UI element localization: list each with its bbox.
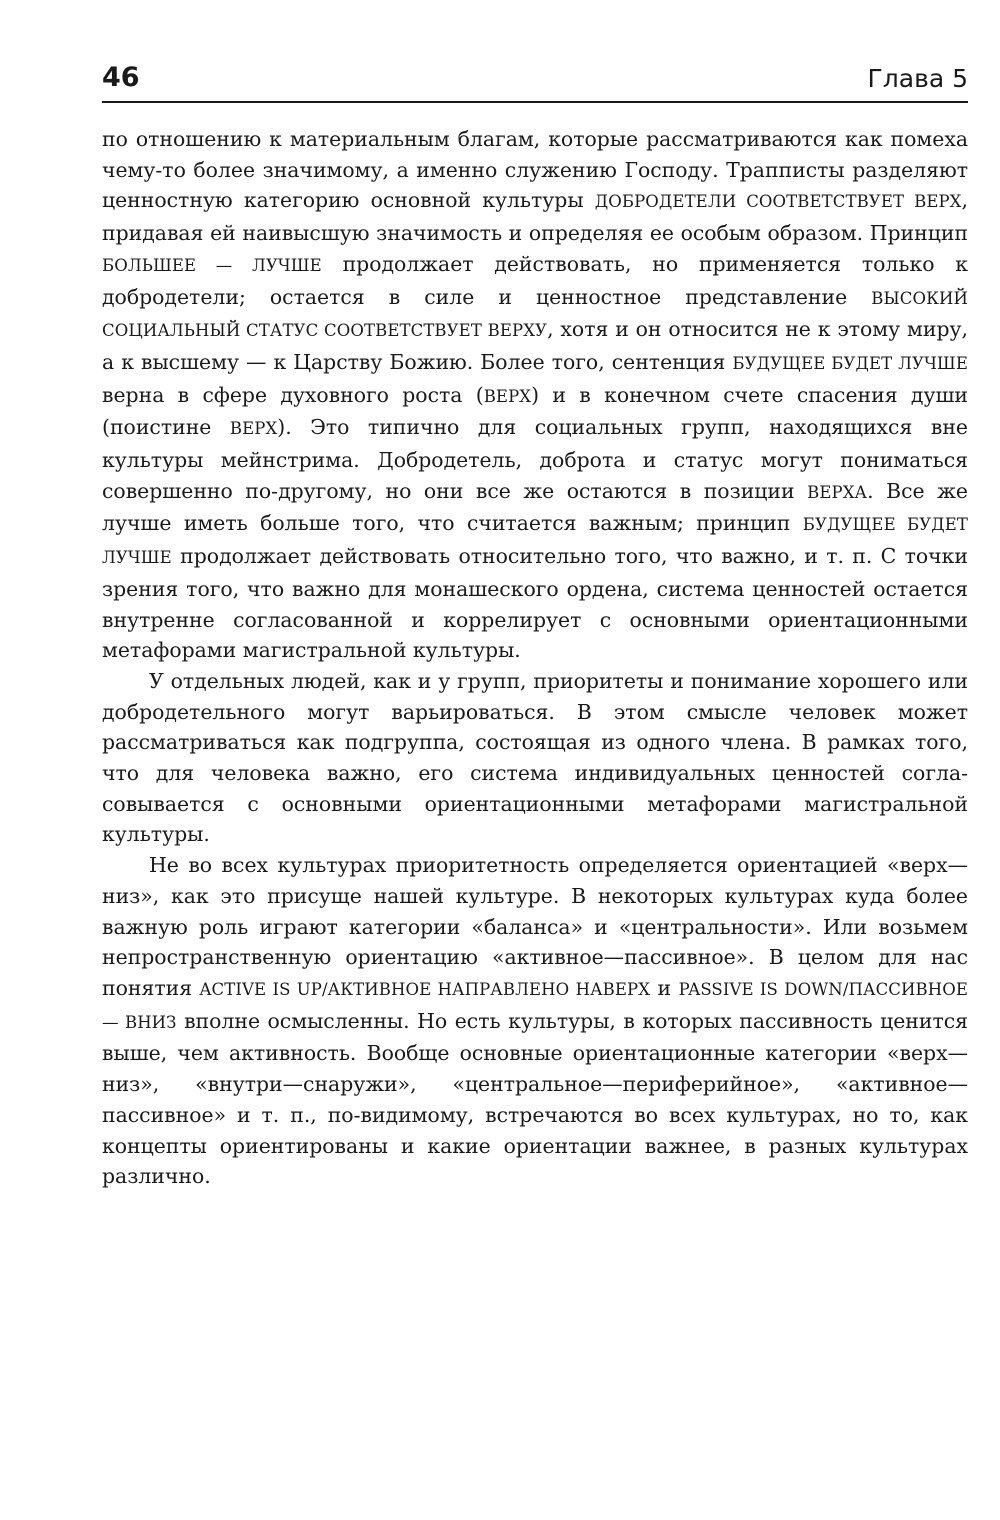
paragraph [102,124,968,666]
header-rule [102,101,968,103]
small-caps-term: ВЕРХ [483,386,532,406]
small-caps-term: БУДУЩЕЕ БУДЕТ ЛУЧШЕ [102,515,968,568]
small-caps-term: ВЕРХ [229,419,278,439]
body-text [102,124,968,1192]
text-segment: . Все же лучше иметь больше того, что считается важным; принцип [102,478,968,536]
small-caps-term: БУДУЩЕЕ БУДЕТ ЛУЧШЕ [732,353,968,373]
small-caps-term: ACTIVE IS UP/АКТИВНОЕ НАПРАВЛЕНО НАВЕРХ [199,979,651,999]
text-segment: и [650,975,679,1000]
paragraph [102,666,968,850]
paragraph [102,850,968,1192]
small-caps-term: БОЛЬШЕЕ — ЛУЧШЕ [102,255,322,275]
small-caps-term: ДОБРОДЕТЕЛИ СООТВЕТСТВУЕТ ВЕРХ [594,192,962,212]
text-segment: , придавая ей наивысшую значимость и определяя ее особым образом. Принцип [102,188,968,246]
small-caps-term: PASSIVE IS DOWN/ПАССИВНОЕ — ВНИЗ [102,979,968,1032]
chapter-running-head: Глава 5 [867,64,968,93]
text-segment: вполне осмысленны. Но есть культуры, в которых пассивность ценится выше, чем активность. Вообще основные ориентационные категории «верх—низ», «внутри—снаружи», «центральное—периферийное», «активное—пассивное» и т. п., по-видимому, встречаются во всех культурах, но то, как концепты ориентированы и какие ориентации важнее, в разных культурах различно. [102,1008,969,1189]
text-segment: верна в сфере духовного роста ( [102,382,484,407]
text-segment: , хотя и он относится не к этому миру, а к высшему — к Царству Божию. Более того, сентенция [102,317,968,374]
page-number: 46 [102,62,140,93]
text-segment: продолжает действовать, но применяется только к добродетели; остается в силе и ценностное представление [102,251,968,309]
page-header [102,62,968,102]
text-segment: ) и в конечном счете спасения души (поистине [102,382,968,440]
text-segment: Не во всех культурах приоритетность определяется ориентацией «верх—низ», как это присуще нашей культуре. В некоторых культурах куда более важную роль играют категории «баланса» и «центральности». Или возьмем непространственную ориентацию «активное—пассивное». В целом для нас понятия [102,853,968,1000]
text-segment: У отдельных людей, как и у групп, приоритеты и понимание хорошего или добродетельного могут варьироваться. В этом смысле человек может рассматриваться как подгруппа, состоящая из одного члена. В рамках того, что для человека важно, его система индивидуальных ценностей согласовывается с основными ориентационными метафорами магистральной культуры. [102,668,968,847]
small-caps-term: ВЫСОКИЙ СОЦИАЛЬНЫЙ СТАТУС СООТВЕТСТВУЕТ ВЕРХУ [102,288,968,341]
text-segment: ). Это типично для социальных групп, находящихся вне культуры мейнстрима. Добродетель, доброта и статус могут пониматься совершенно по-другому, но они все же остаются в позиции [102,415,968,503]
small-caps-term: ВЕРХА [807,482,868,502]
text-segment: продолжает действовать относительно того, что важно, и т. п. С точки зрения того, что важно для монашеского ордена, система ценностей остается внутренне согласованной и коррелирует с основными ориентационными метафорами магистральной культуры. [102,544,968,663]
text-segment: по отношению к материальным благам, которые рассматриваются как помеха чему-то более значимому, а именно служению Господу. Трапписты разделяют ценностную категорию основной культуры [102,127,968,213]
